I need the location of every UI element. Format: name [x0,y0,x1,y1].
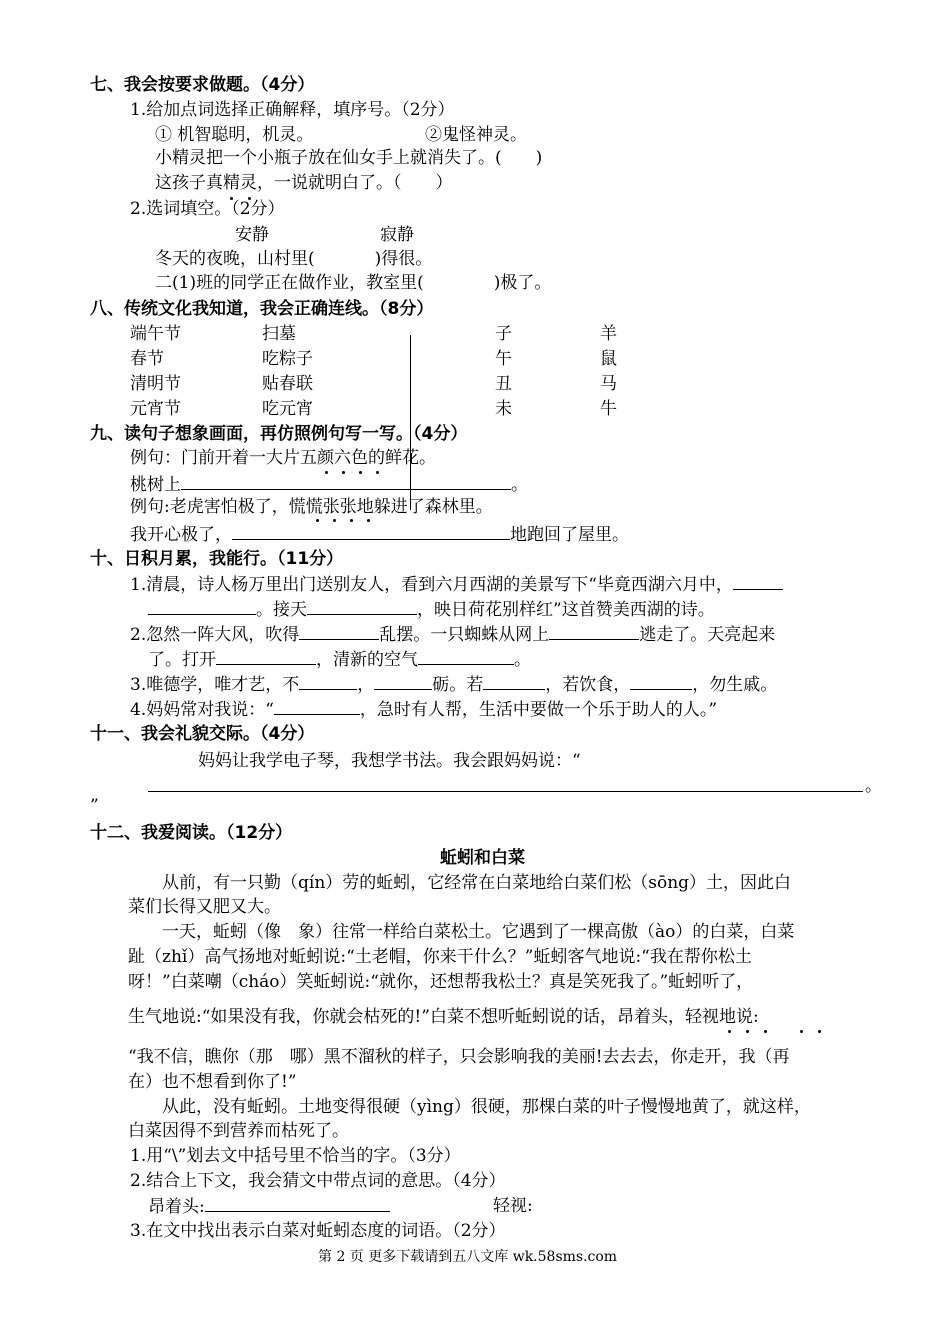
answer-blank[interactable] [374,673,432,690]
emphasis-dot [800,1030,803,1033]
s7-sentence-1: 小精灵把一个小瓶子放在仙女手上就消失了。( ) [155,148,543,168]
emphasis-dot [316,519,319,522]
story-p1: 从前，有一只勤（qín）劳的蚯蚓，它经常在白菜地给白菜们松（sōng）土，因此白 [162,873,792,893]
answer-blank[interactable] [216,648,316,665]
emphasis-dot [350,519,353,522]
s10-line-3-a: 2.忽然一阵大风，吹得 [130,625,300,645]
earthly-branch: 子 [495,324,512,344]
s10-line-5-b: ， [357,675,375,695]
answer-blank[interactable] [299,623,379,640]
s10-line-6-a: 4.妈妈常对我说：“ [130,700,274,720]
answer-blank[interactable] [483,673,545,690]
answer-line[interactable] [148,791,863,792]
s12-q2-a-label: 昂着头: [148,1197,205,1217]
s7-fill-2-a: 二(1)班的同学正在做作业，教室里( [155,273,424,293]
answer-blank[interactable] [630,673,692,690]
section-11-title: 十一、我会礼貌交际。（4分） [90,724,315,744]
s9-write-2-b: 地跑回了屋里。 [510,525,629,545]
s7-fill-2-b: )极了。 [493,273,552,293]
s9-write-1-label: 桃树上 [130,475,181,495]
s10-line-5 [130,673,777,696]
answer-blank[interactable] [307,598,417,615]
s10-line-5-d: ，若饮食， [545,675,631,695]
s10-line-4-b: ，清新的空气 [316,650,418,670]
s10-line-6-b: ，急时有人帮，生活中要做一个乐于助人的人。” [359,700,718,720]
s11-end: 。 [865,776,882,796]
answer-blank[interactable] [299,673,357,690]
story-p2c: 呀！”白菜嘲（cháo）笑蚯蚓说:“就你，还想帮我松土？真是笑死我了。”蚯蚓听了， [128,972,754,992]
story-p3: 从此，没有蚯蚓。土地变得很硬（yìng）很硬，那棵白菜的叶子慢慢地黄了，就这样， [162,1097,811,1117]
s10-line-3-b: 乱摆。一只蜘蛛从网上 [379,625,550,645]
s7-option-1: ① 机智聪明，机灵。 [155,125,314,145]
emphasis-dot [746,1030,749,1033]
s10-line-5-e: ，勿生戚。 [692,675,778,695]
custom: 贴春联 [262,374,313,394]
festival: 清明节 [130,374,181,394]
story-p2: 一天，蚯蚓（像 象）往常一样给白菜松土。它遇到了一棵高傲（ào）的白菜，白菜 [162,922,795,942]
emphasis-dot [728,1030,731,1033]
zodiac-animal: 鼠 [600,349,617,369]
s9-example-2: 例句:老虎害怕极了，慌慌张张地躲进了森林里。 [130,497,493,517]
zodiac-animal: 牛 [600,399,617,419]
s10-line-1 [130,573,783,596]
page-footer: 第 2 页 更多下载请到五八文库 wk.58sms.com [318,1249,618,1265]
emphasis-dot [367,519,370,522]
s10-line-4-a: 了。打开 [148,650,216,670]
zodiac-animal: 羊 [600,324,617,344]
s7-word-2: 寂静 [380,225,414,245]
section-10-title: 十、日积月累，我能行。（11分） [90,549,344,569]
story-p1b: 菜们长得又肥又大。 [128,897,281,917]
s10-line-2-a: 。接天 [256,600,307,620]
s10-line-3-c: 逃走了。天亮起来 [639,625,776,645]
s10-line-1-text: 1.清晨，诗人杨万里出门送别友人，看到六月西湖的美景写下“毕竟西湖六月中， [130,575,733,595]
section-9-title: 九、读句子想象画面，再仿照例句写一写。（4分） [90,424,468,444]
custom: 吃元宵 [262,399,313,419]
answer-blank[interactable] [418,648,514,665]
earthly-branch: 未 [495,399,512,419]
custom: 扫墓 [262,324,296,344]
s7-sentence-2: 这孩子真精灵，一说就明白了。（ ） [155,173,453,193]
s12-q2-answers [148,1195,390,1218]
answer-blank[interactable] [549,623,639,640]
s7-fill-1 [155,248,432,270]
s11-quote: ” [90,796,99,816]
section-8-title: 八、传统文化我知道，我会正确连线。（8分） [90,299,434,319]
s10-line-5-a: 3.唯德学，唯才艺，不 [130,675,300,695]
s7-q2: 2.选词填空。（2分） [130,199,285,219]
story-p2f: 在）也不想看到你了!” [128,1072,297,1092]
festival: 元宵节 [130,399,181,419]
s10-line-4 [148,648,531,671]
earthly-branch: 丑 [495,374,512,394]
s7-option-2: ②鬼怪神灵。 [425,125,527,145]
story-title: 蚯蚓和白菜 [440,848,525,868]
s7-fill-1-b: )得很。 [374,249,433,269]
custom: 吃粽子 [262,349,313,369]
s10-line-2-b: ，映日荷花别样红”这首赞美西湖的诗。 [417,600,715,620]
earthly-branch: 午 [495,349,512,369]
s7-fill-2 [155,272,551,294]
story-p2d: 生气地说:“如果没有我，你就会枯死的!”白菜不想听蚯蚓说的话，昂着头，轻视地说: [128,1007,759,1027]
s11-text: 妈妈让我学电子琴，我想学书法。我会跟妈妈说：“ [198,751,581,771]
section-7-title: 七、我会按要求做题。（4分） [90,75,315,95]
story-p2b: 趾（zhǐ）高气扬地对蚯蚓说:“土老帽，你来干什么？”蚯蚓客气地说:“我在帮你松土 [128,947,752,967]
s10-line-3 [130,623,775,646]
festival: 春节 [130,349,164,369]
s10-line-4-c: 。 [514,650,531,670]
s9-write-2 [130,523,629,546]
s12-q2: 2.结合上下文，我会猜文中带点词的意思。（4分） [130,1171,506,1191]
s9-write-1 [130,473,528,496]
s10-line-6 [130,698,717,721]
s12-q3: 3.在文中找出表示白菜对蚯蚓态度的词语。（2分） [130,1221,506,1241]
emphasis-dot [333,519,336,522]
emphasis-dot [818,1030,821,1033]
answer-blank[interactable] [181,473,511,490]
story-p3b: 白菜因得不到营养而枯死了。 [128,1121,349,1141]
festival: 端午节 [130,324,181,344]
answer-blank[interactable] [148,598,256,615]
s10-line-5-c: 砺。若 [432,675,484,695]
answer-blank[interactable] [733,573,783,590]
s7-word-1: 安静 [235,225,269,245]
answer-blank[interactable] [274,698,360,715]
s9-write-2-a: 我开心极了， [130,525,232,545]
answer-blank[interactable] [205,1195,390,1212]
zodiac-animal: 马 [600,374,617,394]
s12-q1: 1.用“\”划去文中括号里不恰当的字。（3分） [130,1146,461,1166]
s9-write-1-end: 。 [511,475,528,495]
s9-example-1: 例句：门前开着一大片五颜六色的鲜花。 [130,448,436,468]
emphasis-dot [764,1030,767,1033]
s10-line-2 [148,598,715,621]
answer-blank[interactable] [232,523,510,540]
story-p2e: “我不信，瞧你（那 哪）黑不溜秋的样子，只会影响我的美丽!去去去，你走开，我（再 [128,1047,790,1067]
s7-q1: 1.给加点词选择正确解释，填序号。（2分） [130,100,455,120]
s12-q2-b-label: 轻视: [493,1196,533,1216]
s7-fill-1-a: 冬天的夜晚，山村里( [155,249,315,269]
section-12-title: 十二、我爱阅读。（12分） [90,823,293,843]
